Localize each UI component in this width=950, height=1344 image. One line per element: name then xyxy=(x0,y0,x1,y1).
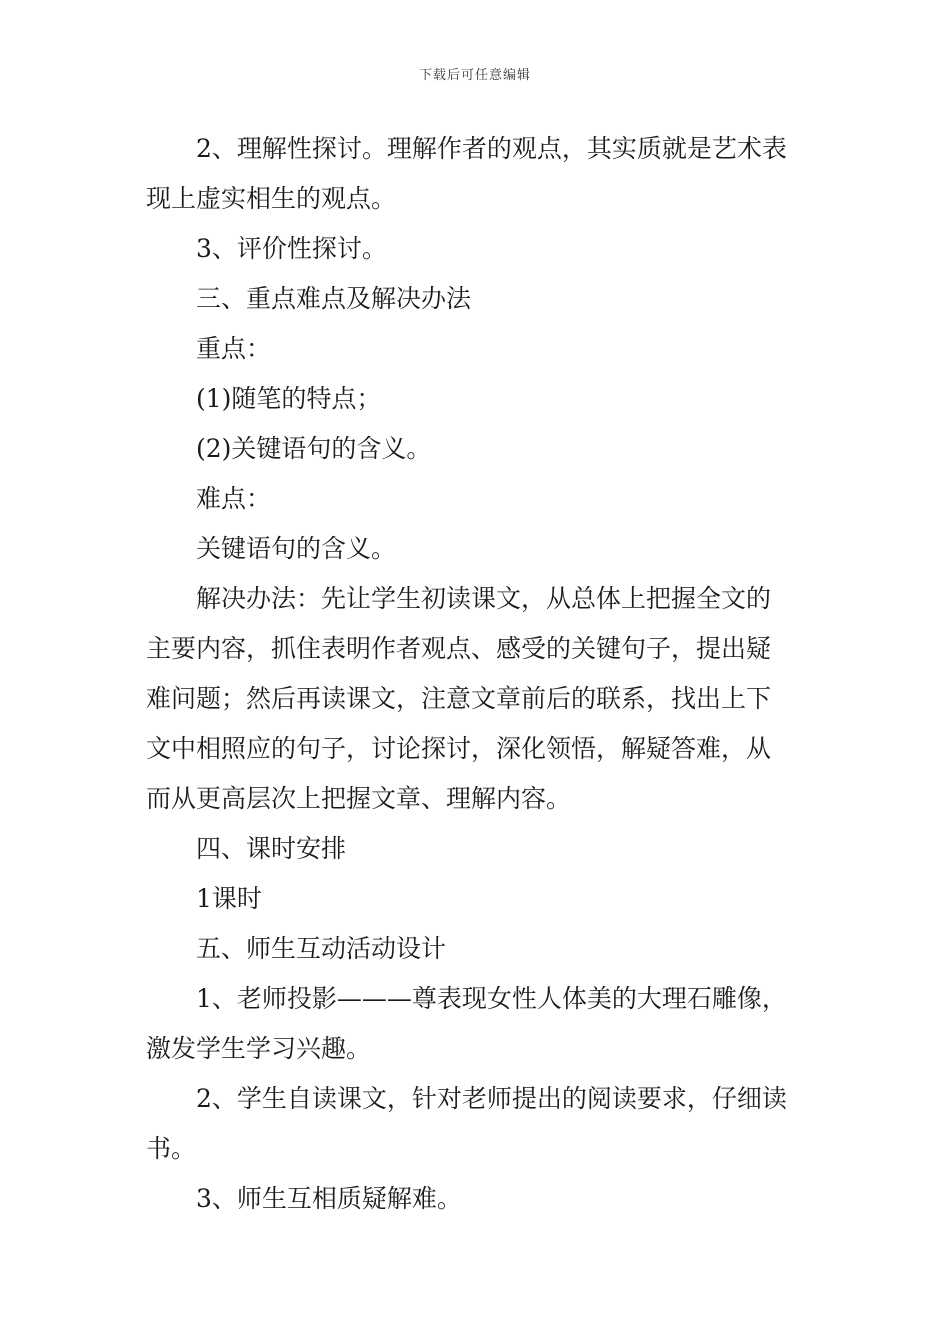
paragraph-line: 主要内容，抓住表明作者观点、感受的关键句子，提出疑 xyxy=(146,634,772,663)
paragraph-line: 现上虚实相生的观点。 xyxy=(146,184,397,213)
subheading: 重点： xyxy=(196,334,272,363)
paragraph-line: 难问题；然后再读课文，注意文章前后的联系，找出上下 xyxy=(146,684,772,713)
paragraph-line: 书。 xyxy=(146,1134,197,1163)
paragraph-line: 3、师生互相质疑解难。 xyxy=(196,1184,462,1213)
paragraph-line: 2、学生自读课文，针对老师提出的阅读要求，仔细读 xyxy=(196,1084,787,1113)
paragraph-line: 1课时 xyxy=(196,884,262,913)
subheading: 难点： xyxy=(196,484,272,513)
paragraph-line: 1、老师投影———尊表现女性人体美的大理石雕像， xyxy=(196,984,787,1013)
paragraph-line: 关键语句的含义。 xyxy=(196,534,397,563)
document-body xyxy=(146,124,806,1224)
paragraph-line: 文中相照应的句子，讨论探讨，深化领悟，解疑答难，从 xyxy=(146,734,772,763)
paragraph-line: 激发学生学习兴趣。 xyxy=(146,1034,372,1063)
section-heading: 三、重点难点及解决办法 xyxy=(196,284,472,313)
paragraph-line: 3、评价性探讨。 xyxy=(196,234,387,263)
section-heading: 四、课时安排 xyxy=(196,834,347,863)
paragraph-line: 2、理解性探讨。理解作者的观点，其实质就是艺术表 xyxy=(196,134,787,163)
page-header: 下载后可任意编辑 xyxy=(418,68,531,83)
paragraph-line: 而从更高层次上把握文章、理解内容。 xyxy=(146,784,572,813)
section-heading: 五、师生互动活动设计 xyxy=(196,934,447,963)
list-item: (1)随笔的特点； xyxy=(196,384,382,413)
paragraph-line: 解决办法：先让学生初读课文，从总体上把握全文的 xyxy=(196,584,772,613)
list-item: (2)关键语句的含义。 xyxy=(196,434,432,463)
